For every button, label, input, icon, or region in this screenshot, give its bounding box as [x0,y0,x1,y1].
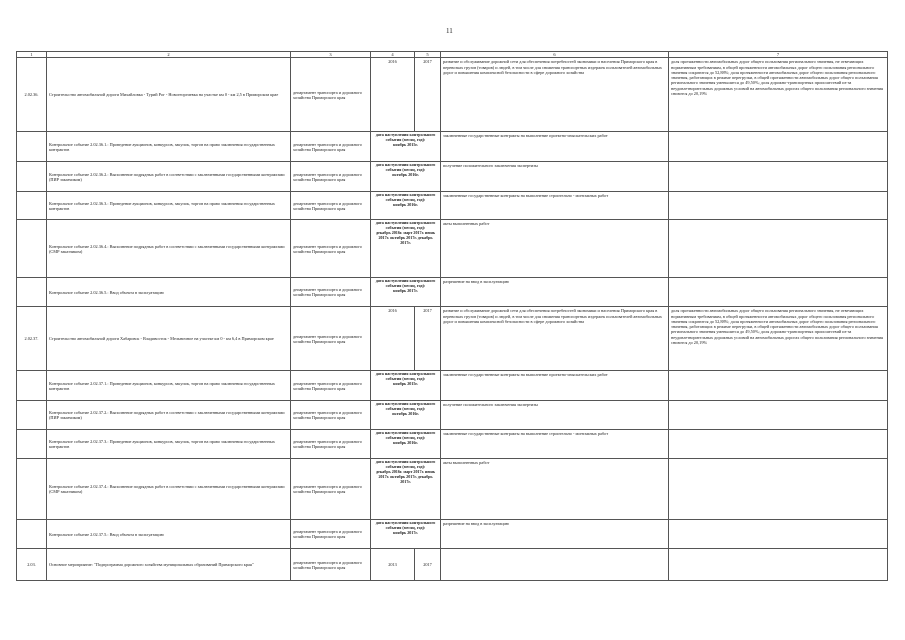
responsible-executor: департамент транспорта и дорожного хозяйства Приморского края [291,58,371,132]
control-event-name: Контрольное событие 2.02.37.5.: Ввод объекта в эксплуатацию [47,520,291,549]
date-label: дата наступления контрольного события (месяц, год): [375,278,436,289]
control-event-result: разрешение на ввод в эксплуатацию [441,520,669,549]
control-event-date [371,401,441,430]
date-value: ноябрь 2017г. [393,288,418,294]
control-event-date [371,430,441,459]
date-value: ноябрь 2017г. [393,530,418,536]
control-event-date [371,520,441,549]
column-header: 3 [291,52,371,58]
responsible-executor: департамент транспорта и дорожного хозяйства Приморского края [291,520,371,549]
control-event-row [17,430,888,459]
control-event-date [371,220,441,278]
measure-row [17,307,888,371]
measure-row [17,549,888,581]
non-implementation-consequence: доля протяженности автомобильных дорог общего пользования регионального значения, не отвечающих нормативным требованиям, в общей протяженности автомобильных дорог общего пользования регионального значения сократится до 52,88%; доля протяженности автомобильных дорог общего пользования регионального значения, работающих в режиме перегрузки, в общей протяженности автомобильных дорог общего пользования регионального значения уменьшится до 49,50%; доля дорожно-транспортных происшествий из-за неудовлетворительных дорожных условий на автомобильных дорогах общего пользования регионального значения снизится до 20,19% [669,58,888,132]
responsible-executor: департамент транспорта и дорожного хозяйства Приморского края [291,307,371,371]
column-header: 7 [669,52,888,58]
date-value: декабрь 2016г. март 2017г. июнь 2017г. октябрь 2017г. декабрь 2017г. [375,469,436,484]
responsible-executor: департамент транспорта и дорожного хозяйства Приморского края [291,549,371,581]
date-label: дата наступления контрольного события (месяц, год): [375,162,436,173]
column-header: 6 [441,52,669,58]
control-event-row [17,220,888,278]
control-event-result: получение положительного заключения экспертизы [441,162,669,192]
control-event-result: заключенные государственные контракты на выполнение строительно - монтажных работ [441,192,669,220]
responsible-executor: департамент транспорта и дорожного хозяйства Приморского края [291,459,371,520]
end-year: 2017 [415,307,441,371]
date-label: дата наступления контрольного события (месяц, год): [375,132,436,143]
control-event-result: заключенные государственные контракты на выполнение проектно-изыскательских работ [441,132,669,162]
measure-name: Строительство автомобильной дороги Михайловка - Турий Рог - Новогеоргиевка на участке км 0 - км 2,5 в Приморском крае [47,58,291,132]
control-event-name: Контрольное событие 2.02.37.1.: Проведение аукционов, конкурсов, закупок, торгов на право заключения государственных контрактов [47,371,291,401]
control-event-date [371,132,441,162]
control-event-row [17,371,888,401]
date-label: дата наступления контрольного события (месяц, год): [375,371,436,382]
date-value: ноябрь 2016г. [393,202,418,208]
measure-name: Строительство автомобильной дороги Хабаровск - Владивосток - Мельничное на участке км 0 - км 6,4 в Приморском крае [47,307,291,371]
expected-result: развитие и обслуживание дорожной сети для обеспечения потребностей экономики и населения Приморского края в перевозках грузов (товаров) и людей, в том числе для снижения транспортных издержек пользователей автомобильных дорог и повышения комплексной безопасности в сфере дорожного хозяйства [441,58,669,132]
start-year: 2016 [371,58,415,132]
date-label: дата наступления контрольного события (месяц, год): [375,520,436,531]
control-event-date [371,371,441,401]
responsible-executor: департамент транспорта и дорожного хозяйства Приморского края [291,192,371,220]
program-events-table [16,51,888,581]
control-event-result: заключенные государственные контракты на выполнение строительно - монтажных работ [441,430,669,459]
end-year: 2017 [415,549,441,581]
date-value: ноябрь 2016г. [393,440,418,446]
control-event-row [17,192,888,220]
control-event-date [371,192,441,220]
control-event-result: акты выполненных работ [441,220,669,278]
column-header: 1 [17,52,47,58]
control-event-name: Контрольное событие 2.02.36.5.: Ввод объекта в эксплуатацию [47,278,291,307]
control-event-row [17,459,888,520]
date-label: дата наступления контрольного события (месяц, год): [375,430,436,441]
responsible-executor: департамент транспорта и дорожного хозяйства Приморского края [291,132,371,162]
expected-result: развитие и обслуживание дорожной сети для обеспечения потребностей экономики и населения Приморского края в перевозках грузов (товаров) и людей, в том числе для снижения транспортных издержек пользователей автомобильных дорог и повышения комплексной безопасности в сфере дорожного хозяйства [441,307,669,371]
date-value: ноябрь 2015г. [393,381,418,387]
control-event-name: Контрольное событие 2.02.36.1.: Проведение аукционов, конкурсов, закупок, торгов на право заключения государственных контрактов [47,132,291,162]
control-event-row [17,162,888,192]
control-event-date [371,459,441,520]
control-event-name: Контрольное событие 2.02.37.3.: Проведение аукционов, конкурсов, закупок, торгов на право заключения государственных контрактов [47,430,291,459]
control-event-result: разрешение на ввод в эксплуатацию [441,278,669,307]
date-label: дата наступления контрольного события (месяц, год): [375,192,436,203]
start-year: 2016 [371,307,415,371]
control-event-row [17,401,888,430]
measure-number: 2.03. [17,549,47,581]
date-value: декабрь 2016г. март 2017г. июнь 2017г. октябрь 2017г. декабрь 2017г. [375,230,436,245]
responsible-executor: департамент транспорта и дорожного хозяйства Приморского края [291,401,371,430]
control-event-name: Контрольное событие 2.02.36.3.: Проведение аукционов, конкурсов, закупок, торгов на право заключения государственных контрактов [47,192,291,220]
control-event-result: заключенные государственные контракты на выполнение проектно-изыскательских работ [441,371,669,401]
column-header: 5 [415,52,441,58]
page-number: 11 [446,27,453,35]
non-implementation-consequence: доля протяженности автомобильных дорог общего пользования регионального значения, не отвечающих нормативным требованиям, в общей протяженности автомобильных дорог общего пользования регионального значения сократится до 52,88%; доля протяженности автомобильных дорог общего пользования регионального значения, работающих в режиме перегрузки, в общей протяженности автомобильных дорог общего пользования регионального значения уменьшится до 49,50%; доля дорожно-транспортных происшествий из-за неудовлетворительных дорожных условий на автомобильных дорогах общего пользования регионального значения снизится до 20,19% [669,307,888,371]
date-value: октябрь 2016г. [392,172,419,178]
control-event-name: Контрольное событие 2.02.37.4.: Выполнение подрядных работ в соответствии с заключенными государственными контрактами (СМР заказчиком) [47,459,291,520]
measure-number: 2.02.36. [17,58,47,132]
responsible-executor: департамент транспорта и дорожного хозяйства Приморского края [291,162,371,192]
control-event-date [371,162,441,192]
column-header: 4 [371,52,415,58]
control-event-date [371,278,441,307]
responsible-executor: департамент транспорта и дорожного хозяйства Приморского края [291,371,371,401]
responsible-executor: департамент транспорта и дорожного хозяйства Приморского края [291,278,371,307]
date-label: дата наступления контрольного события (месяц, год): [375,459,436,470]
date-value: ноябрь 2015г. [393,142,418,148]
control-event-name: Контрольное событие 2.02.36.2.: Выполнение подрядных работ в соответствии с заключенными государственными контрактами (ПИР заказчиком) [47,162,291,192]
control-event-row [17,132,888,162]
date-value: октябрь 2016г. [392,411,419,417]
responsible-executor: департамент транспорта и дорожного хозяйства Приморского края [291,220,371,278]
start-year: 2013 [371,549,415,581]
column-header: 2 [47,52,291,58]
responsible-executor: департамент транспорта и дорожного хозяйства Приморского края [291,430,371,459]
control-event-row [17,520,888,549]
measure-name: Основное мероприятие: "Подпрограмма дорожного хозяйства муниципальных образований Приморского края" [47,549,291,581]
measure-number: 2.02.37. [17,307,47,371]
control-event-result: акты выполненных работ [441,459,669,520]
date-label: дата наступления контрольного события (месяц, год): [375,401,436,412]
measure-row [17,58,888,132]
control-event-row [17,278,888,307]
control-event-result: получение положительного заключения экспертизы [441,401,669,430]
control-event-name: Контрольное событие 2.02.36.4.: Выполнение подрядных работ в соответствии с заключенными государственными контрактами (СМР заказчиком) [47,220,291,278]
date-label: дата наступления контрольного события (месяц, год): [375,220,436,231]
control-event-name: Контрольное событие 2.02.37.2.: Выполнение подрядных работ в соответствии с заключенными государственными контрактами (ПИР заказчиком) [47,401,291,430]
end-year: 2017 [415,58,441,132]
